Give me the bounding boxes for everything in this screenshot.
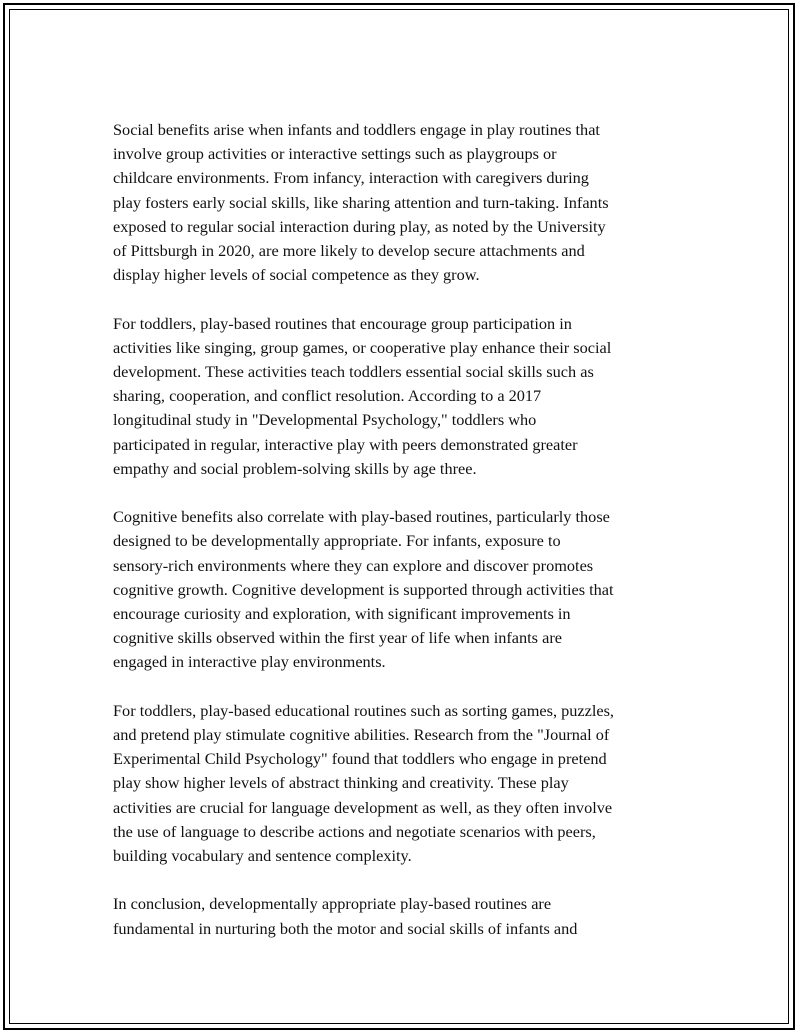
paragraph-social-benefits-infants xyxy=(113,118,713,287)
paragraph-social-benefits-toddlers xyxy=(113,312,713,481)
text-line: building vocabulary and sentence complexity. xyxy=(113,846,412,866)
text-line: sharing, cooperation, and conflict resolution. According to a 2017 xyxy=(113,386,542,406)
text-line: activities are crucial for language development as well, as they often involve xyxy=(113,797,613,817)
text-line: empathy and social problem-solving skills by age three. xyxy=(113,458,477,478)
text-line: involve group activities or interactive settings such as playgroups or xyxy=(113,144,557,164)
paragraph-cognitive-benefits-toddlers xyxy=(113,699,713,868)
text-line: engaged in interactive play environments. xyxy=(113,652,386,672)
text-line: Cognitive benefits also correlate with play-based routines, particularly those xyxy=(113,507,610,527)
text-line: designed to be developmentally appropriate. For infants, exposure to xyxy=(113,531,561,551)
text-line: display higher levels of social competence as they grow. xyxy=(113,265,480,285)
text-line: fundamental in nurturing both the motor and social skills of infants and xyxy=(113,918,578,938)
text-line: development. These activities teach toddlers essential social skills such as xyxy=(113,362,594,382)
text-line: In conclusion, developmentally appropriate play-based routines are xyxy=(113,894,552,914)
text-line: longitudinal study in "Developmental Psychology," toddlers who xyxy=(113,410,537,430)
text-line: exposed to regular social interaction during play, as noted by the University xyxy=(113,216,606,236)
text-line: For toddlers, play-based educational routines such as sorting games, puzzles, xyxy=(113,700,614,720)
text-line: and pretend play stimulate cognitive abilities. Research from the "Journal of xyxy=(113,725,610,745)
paragraph-conclusion xyxy=(113,892,713,940)
text-line: activities like singing, group games, or cooperative play enhance their social xyxy=(113,337,612,357)
text-line: play fosters early social skills, like sharing attention and turn-taking. Infants xyxy=(113,192,609,212)
paragraph-cognitive-benefits-infants xyxy=(113,505,713,674)
text-line: sensory-rich environments where they can explore and discover promotes xyxy=(113,555,594,575)
text-line: play show higher levels of abstract thinking and creativity. These play xyxy=(113,773,569,793)
text-line: participated in regular, interactive play with peers demonstrated greater xyxy=(113,434,578,454)
text-line: encourage curiosity and exploration, with significant improvements in xyxy=(113,604,571,624)
text-line: Social benefits arise when infants and toddlers engage in play routines that xyxy=(113,120,600,139)
text-line: Experimental Child Psychology" found that toddlers who engage in pretend xyxy=(113,749,607,769)
text-line: For toddlers, play-based routines that encourage group participation in xyxy=(113,313,572,333)
text-line: cognitive skills observed within the first year of life when infants are xyxy=(113,628,562,648)
document-body xyxy=(113,118,713,965)
text-line: the use of language to describe actions and negotiate scenarios with peers, xyxy=(113,821,596,841)
text-line: cognitive growth. Cognitive development is supported through activities that xyxy=(113,579,614,599)
text-line: of Pittsburgh in 2020, are more likely to develop secure attachments and xyxy=(113,241,585,261)
text-line: childcare environments. From infancy, interaction with caregivers during xyxy=(113,168,589,188)
